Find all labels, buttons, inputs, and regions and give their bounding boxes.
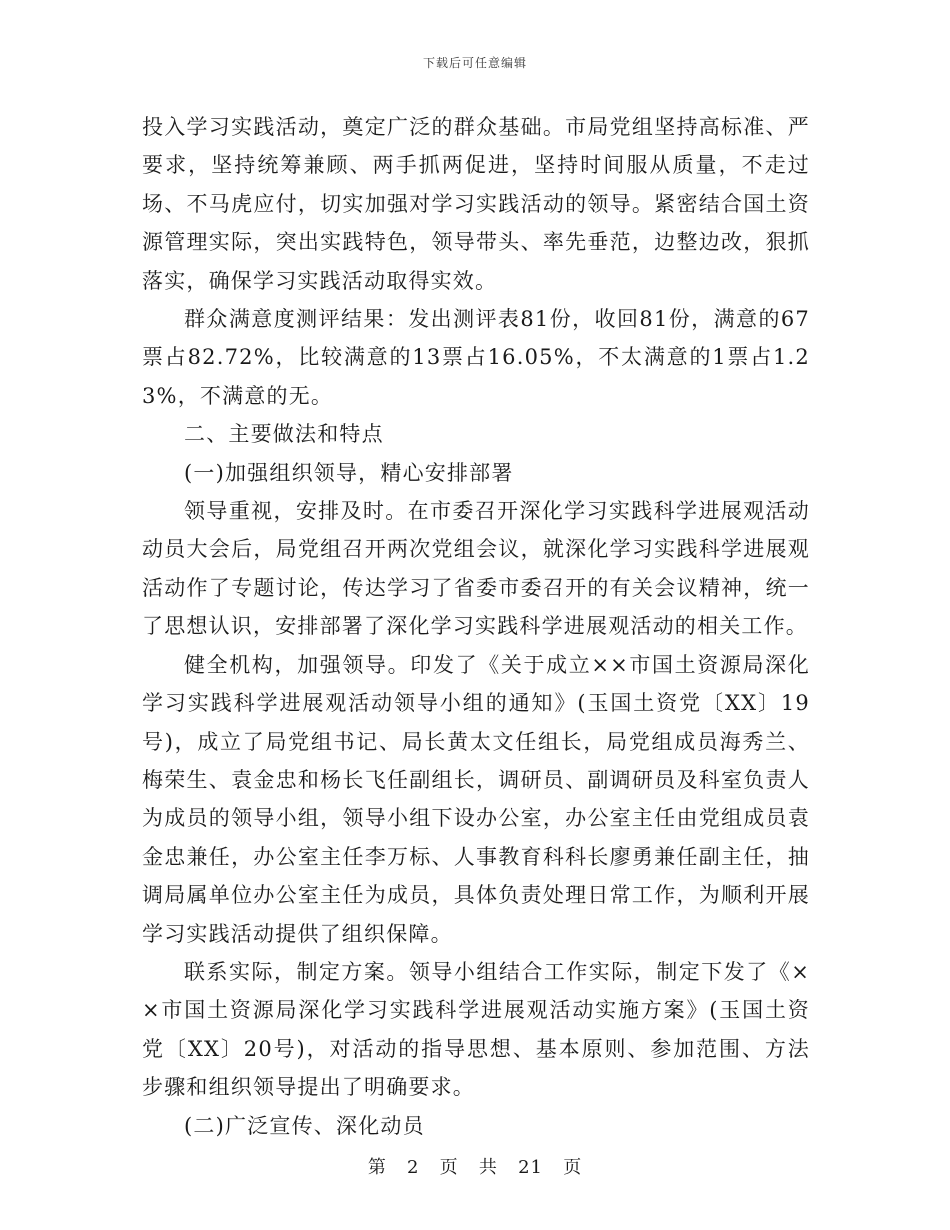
footer-total-pages: 21 bbox=[518, 1157, 543, 1178]
footer-label-ye: 页 bbox=[439, 1157, 459, 1178]
paragraph-plan: 联系实际，制定方案。领导小组结合工作实际，制定下发了《××市国土资源局深化学习实践科学进展观活动实施方案》(玉国土资党〔XX〕20号)，对活动的指导思想、基本原则、参加范围、方法步骤和组织领导提出了明确要求。 bbox=[142, 959, 810, 1100]
section-heading: 二、主要做法和特点 bbox=[184, 422, 384, 447]
subsection-heading: (一)加强组织领导，精心安排部署 bbox=[184, 460, 514, 485]
footer-label-page: 第 bbox=[367, 1157, 387, 1178]
footer-label-ye2: 页 bbox=[563, 1157, 583, 1178]
paragraph-survey-result: 群众满意度测评结果：发出测评表81份，收回81份，满意的67票占82.72%，比较满意的13票占16.05%，不太满意的1票占1.23%，不满意的无。 bbox=[142, 307, 810, 408]
paragraph-continuation: 投入学习实践活动，奠定广泛的群众基础。市局党组坚持高标准、严要求，坚持统筹兼顾、两手抓两促进，坚持时间服从质量，不走过场、不马虎应付，切实加强对学习实践活动的领导。紧密结合国土资源管理实际，突出实践特色，领导带头、率先垂范，边整边改，狠抓落实，确保学习实践活动取得实效。 bbox=[142, 115, 810, 293]
paragraph-organization: 健全机构，加强领导。印发了《关于成立××市国土资源局深化学习实践科学进展观活动领导小组的通知》(玉国土资党〔XX〕19号)，成立了局党组书记、局长黄太文任组长，局党组成员海秀兰、梅荣生、袁金忠和杨长飞任副组长，调研员、副调研员及科室负责人为成员的领导小组，领导小组下设办公室，办公室主任由党组成员袁金忠兼任，办公室主任李万标、人事教育科科长廖勇兼任副主任，抽调局属单位办公室主任为成员，具体负责处理日常工作，为顺利开展学习实践活动提供了组织保障。 bbox=[142, 652, 810, 946]
footer-label-total: 共 bbox=[478, 1157, 498, 1178]
subsection-heading: (二)广泛宣传、深化动员 bbox=[184, 1113, 425, 1138]
footer-current-page: 2 bbox=[407, 1157, 420, 1178]
page-footer bbox=[0, 1153, 950, 1179]
document-body bbox=[142, 108, 810, 1145]
paragraph-leadership: 领导重视，安排及时。在市委召开深化学习实践科学进展观活动动员大会后，局党组召开两次党组会议，就深化学习实践科学进展观活动作了专题讨论，传达学习了省委市委召开的有关会议精神，统一了思想认识，安排部署了深化学习实践科学进展观活动的相关工作。 bbox=[142, 499, 810, 639]
header-note: 下载后可任意编辑 bbox=[422, 56, 527, 70]
